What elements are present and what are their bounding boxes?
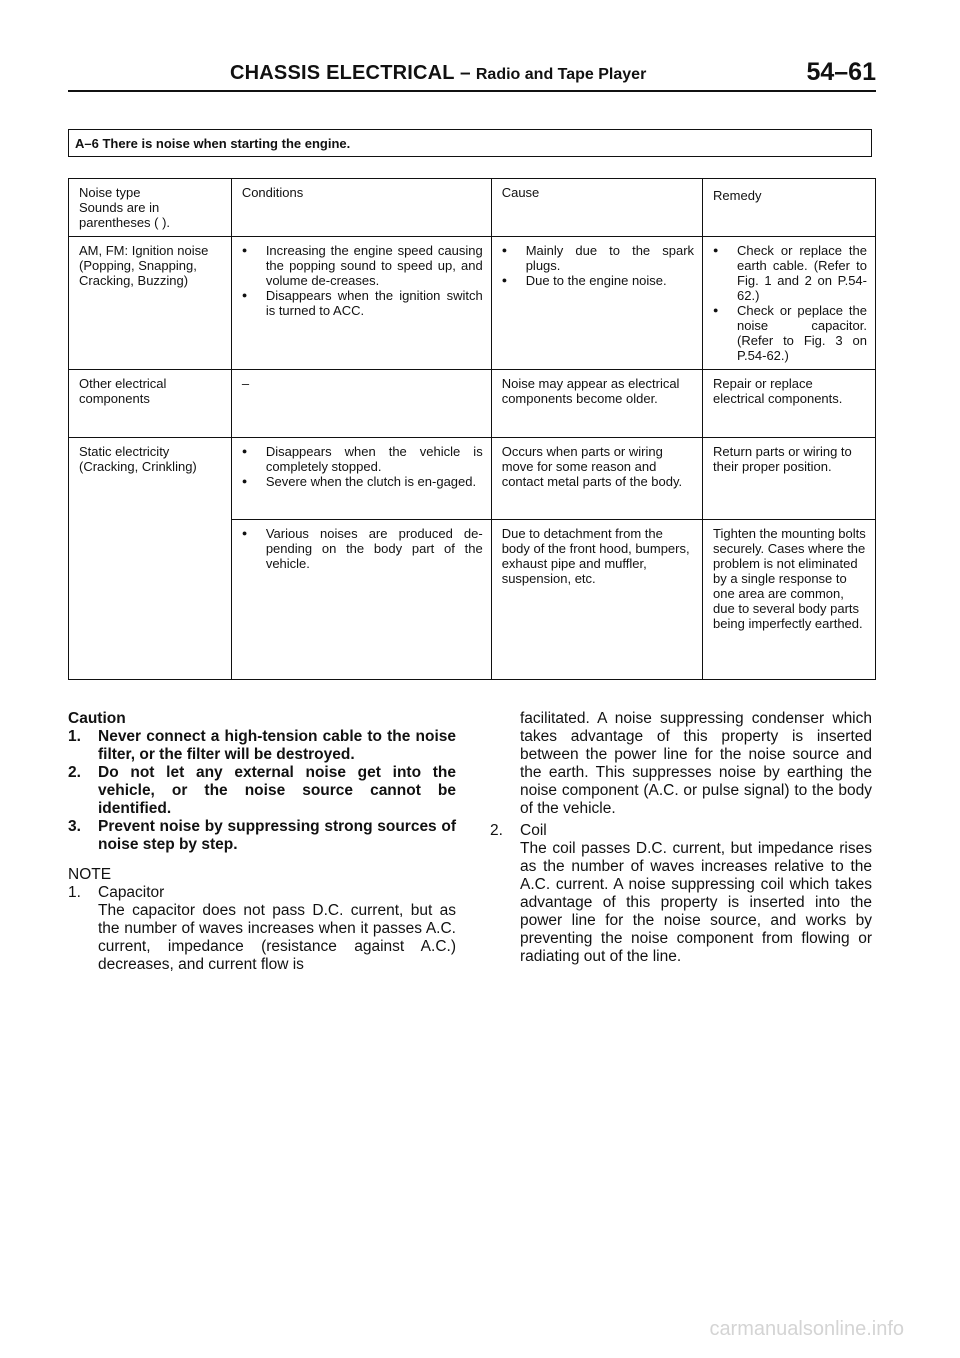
caution-number: 3. (68, 818, 81, 835)
title-dash: – (460, 63, 471, 84)
table-row (69, 438, 876, 520)
remedy-cell: Return parts or wiring to their proper position. (703, 438, 876, 520)
right-text-column (490, 710, 872, 966)
conditions-cell: – (231, 370, 491, 438)
table-header-row (69, 179, 876, 237)
note-item-coil (490, 822, 872, 966)
watermark: carmanualsonline.info (709, 1318, 904, 1340)
header-noise-type-label: Noise type (79, 185, 141, 200)
page-number: 54–61 (806, 58, 876, 86)
cause-cell (491, 237, 702, 370)
condition-item: ● Disappears when the ignition switch is turned to ACC. (242, 288, 483, 318)
header-remedy-label: Remedy (713, 188, 762, 203)
remedy-item: ● Check or replace the earth cable. (Refer to Fig. 1 and 2 on P.54-62.) (713, 243, 867, 303)
remedy-cell: Repair or replace electrical components. (703, 370, 876, 438)
section-title: CHASSIS ELECTRICAL (230, 62, 455, 84)
note-heading: Capacitor (98, 884, 165, 901)
condition-item: ● Various noises are produced de-pending on the body part of the vehicle. (242, 526, 483, 571)
conditions-cell (231, 520, 491, 680)
scenario-heading: A–6 There is noise when starting the engine. (68, 129, 872, 157)
caution-list (68, 728, 456, 854)
remedy-cell (703, 237, 876, 370)
caution-number: 1. (68, 728, 81, 745)
caution-title: Caution (68, 710, 126, 727)
cause-item: ● Due to the engine noise. (502, 273, 694, 288)
cause-item: ● Mainly due to the spark plugs. (502, 243, 694, 273)
caution-text: Never connect a high-tension cable to the noise filter, or the filter will be destroyed. (98, 728, 456, 763)
conditions-cell (231, 237, 491, 370)
page-title (230, 62, 646, 85)
subsection-title: Radio and Tape Player (475, 66, 647, 83)
header-noise-type (69, 179, 232, 237)
cause-cell: Occurs when parts or wiring move for some reason and contact metal parts of the body. (491, 438, 702, 520)
note-number: 1. (68, 884, 81, 901)
conditions-cell (231, 438, 491, 520)
remedy-cell: Tighten the mounting bolts securely. Cases where the problem is not eliminated by a single response to one area are common, due to several body parts being imperfectly earthed. (703, 520, 876, 680)
caution-text: Do not let any external noise get into the vehicle, or the noise source cannot be identified. (98, 764, 456, 817)
note-text: The coil passes D.C. current, but impedance rises as the number of waves increases relative to the A.C. current. A noise suppressing coil which takes advantage of this property is inserted into the power line for the noise source, and works by preventing the noise component from flowing or radiating out of the line. (520, 840, 872, 965)
left-text-column (68, 710, 456, 974)
condition-item: ● Severe when the clutch is en-gaged. (242, 474, 483, 489)
header-rule (68, 90, 876, 92)
caution-item (68, 818, 456, 854)
header-remedy (703, 179, 876, 237)
header-conditions: Conditions (231, 179, 491, 237)
table-row (69, 370, 876, 438)
noise-type-cell: Other electrical components (69, 370, 232, 438)
caution-text: Prevent noise by suppressing strong sources of noise step by step. (98, 818, 456, 853)
table-row (69, 237, 876, 370)
note-heading: Coil (520, 822, 547, 839)
condition-item: ● Disappears when the vehicle is completely stopped. (242, 444, 483, 474)
cause-cell: Noise may appear as electrical components become older. (491, 370, 702, 438)
page-header (68, 58, 876, 92)
noise-type-cell: AM, FM: Ignition noise (Popping, Snapping, Cracking, Buzzing) (69, 237, 232, 370)
noise-type-cell: Static electricity (Cracking, Crinkling) (69, 438, 232, 680)
header-cause: Cause (491, 179, 702, 237)
caution-item (68, 728, 456, 764)
note-title: NOTE (68, 866, 112, 883)
note-number: 2. (490, 822, 503, 839)
header-noise-type-note: Sounds are in parentheses ( ). (79, 200, 171, 230)
caution-item (68, 764, 456, 818)
note-text: The capacitor does not pass D.C. current, but as the number of waves increases when it passes A.C. current, impedance (resistance against A.C.) decreases, and current flow is (98, 902, 456, 973)
note-text-continued: facilitated. A noise suppressing condenser which takes advantage of this property is inserted between the power line for the noise source and the earth. This suppresses noise by earthing the noise component (A.C. or pulse signal) to the body of the vehicle. (520, 710, 872, 817)
condition-item: ● Increasing the engine speed causing the popping sound to speed up, and volume de-creases. (242, 243, 483, 288)
diagnosis-table (68, 178, 876, 680)
cause-cell: Due to detachment from the body of the front hood, bumpers, exhaust pipe and muffler, suspension, etc. (491, 520, 702, 680)
remedy-item: ● Check or peplace the noise capacitor. (Refer to Fig. 3 on P.54-62.) (713, 303, 867, 363)
caution-number: 2. (68, 764, 81, 781)
note-item-capacitor (68, 884, 456, 974)
